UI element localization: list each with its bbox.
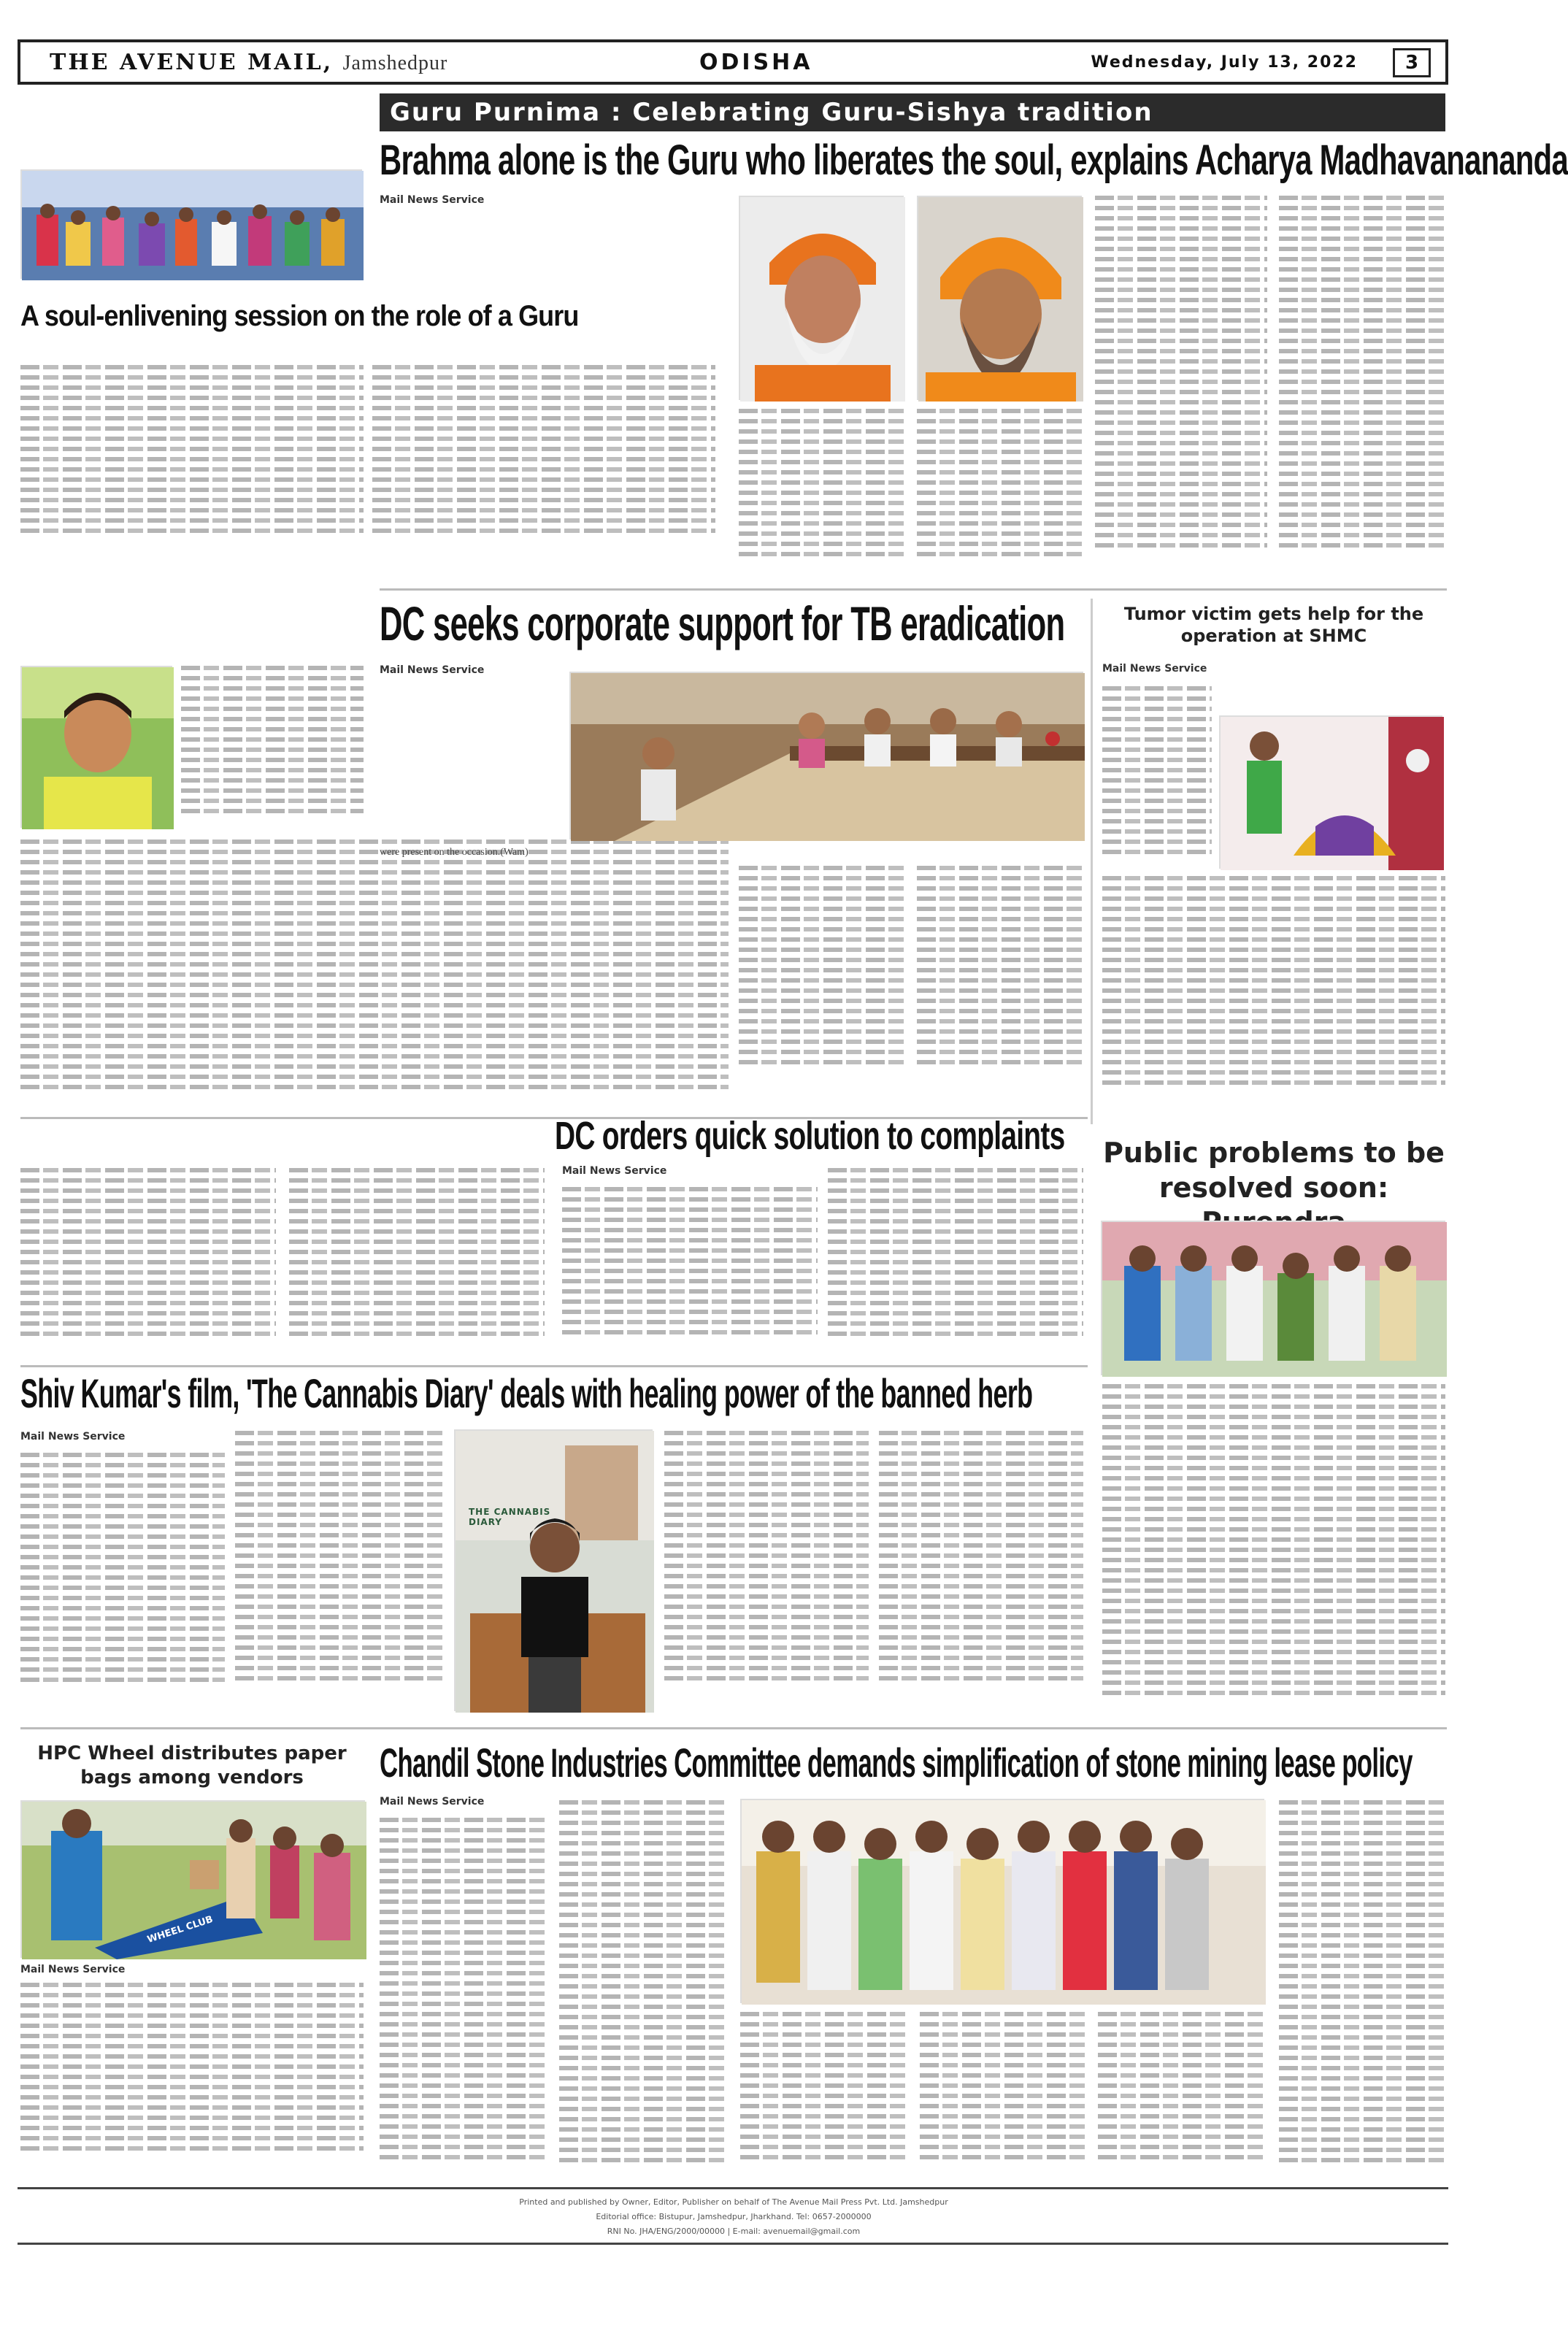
guru-subhead-block <box>20 301 729 359</box>
tb-meeting-photo <box>569 672 1083 840</box>
film-headline-block <box>20 1372 1094 1424</box>
stone-headline-block <box>380 1742 1447 1793</box>
guru-purnima-kicker: Guru Purnima : Celebrating Guru-Sishya tradition <box>380 93 1445 131</box>
tb-photo-caption: were present on the occasion.(Wam) <box>380 847 529 858</box>
guru-text-col-5 <box>917 409 1082 577</box>
guru-text-col-3 <box>181 666 364 834</box>
footer-rule <box>18 2187 1448 2189</box>
footer-line-1: Printed and published by Owner, Editor, Publisher on behalf of The Avenue Mail Press Pvt. Ltd. Jamshedpur <box>519 2197 948 2207</box>
public-meeting-photo <box>1101 1221 1445 1375</box>
tumor-headline: Tumor victim gets help for the operation at SHMC <box>1123 604 1424 646</box>
stone-text-col-6 <box>1279 1800 1447 2168</box>
tb-byline: Mail News Service <box>380 664 485 676</box>
guru-headline: Brahma alone is the Guru who liberates the soul, explains Acharya Madhavanananda <box>380 137 1568 184</box>
stone-byline: Mail News Service <box>380 1796 485 1808</box>
paper-bags-byline: Mail News Service <box>20 1964 126 1975</box>
public-headline: Public problems to be resolved soon: <box>1103 1137 1445 1204</box>
footer-line-3: RNI No. JHA/ENG/2000/00000 | E-mail: avenuemail@gmail.com <box>607 2227 861 2236</box>
paper-bags-headline: HPC Wheel distributes paper bags among vendors <box>37 1743 347 1789</box>
page-masthead <box>18 39 1448 85</box>
complaints-byline: Mail News Service <box>562 1165 667 1177</box>
complaints-headline-block <box>555 1115 1088 1167</box>
guru-text-col-6 <box>1095 196 1267 575</box>
section-rule-3 <box>20 1365 1088 1367</box>
public-headline-block <box>1102 1136 1445 1209</box>
film-director-photo <box>454 1429 653 1711</box>
stone-committee-photo <box>740 1799 1264 2003</box>
paper-bags-headline-block <box>20 1742 364 1800</box>
public-text <box>1102 1384 1445 1705</box>
guru-text-wide <box>20 840 729 1117</box>
guru-text-col-7 <box>1279 196 1447 575</box>
issue-date: Wednesday, July 13, 2022 <box>1091 53 1358 72</box>
tumor-byline: Mail News Service <box>1102 663 1207 675</box>
stone-headline: Chandil Stone Industries Committee demands simplification of stone mining lease policy <box>380 1740 1413 1786</box>
acharya-photo-right <box>917 196 1082 400</box>
paper-bags-banner-text: WHEEL CLUB <box>145 1913 215 1946</box>
tumor-text-col-1 <box>1102 686 1212 869</box>
complaints-headline: DC orders quick solution to complaints <box>555 1114 1065 1158</box>
section-rule <box>380 588 1447 591</box>
tumor-headline-block <box>1102 603 1445 658</box>
film-text-col-3 <box>664 1431 869 1701</box>
guru-byline: Mail News Service <box>380 194 485 206</box>
acharya-portrait-photo <box>20 666 172 828</box>
paper-name-text: THE AVENUE MAIL, <box>50 49 334 75</box>
complaints-text-col-4 <box>828 1168 1083 1358</box>
guru-text-col-2 <box>372 365 715 555</box>
guru-text-col-4 <box>739 409 904 577</box>
stone-text-col-2 <box>559 1800 727 2168</box>
tb-headline: DC seeks corporate support for TB eradication <box>380 596 1065 650</box>
complaints-text-col-2 <box>289 1168 545 1358</box>
guru-headline-block <box>380 137 1568 190</box>
paper-city: Jamshedpur <box>342 51 448 74</box>
section-rule-4 <box>20 1727 1447 1729</box>
guru-text-col-1 <box>20 365 364 555</box>
complaints-text-col-3 <box>562 1187 818 1358</box>
film-text-col-4 <box>879 1431 1083 1701</box>
tumor-victim-photo <box>1219 715 1442 869</box>
film-text-col-1 <box>20 1453 225 1701</box>
footer-line-2: Editorial office: Bistupur, Jamshedpur, Jharkhand. Tel: 0657-2000000 <box>596 2212 872 2221</box>
acharya-photo-left <box>739 196 904 400</box>
film-headline: Shiv Kumar's film, 'The Cannabis Diary' deals with healing power of the banned herb <box>20 1370 1033 1416</box>
tb-headline-block <box>380 596 1088 657</box>
footer-rule-bottom <box>18 2243 1448 2245</box>
guru-subhead: A soul-enlivening session on the role of a Guru <box>20 300 579 332</box>
film-poster-title: THE CANNABIS DIARY <box>469 1507 551 1527</box>
tb-text-col-2 <box>917 866 1082 1085</box>
film-text-col-2 <box>235 1431 447 1701</box>
guru-event-photo <box>20 169 362 279</box>
stone-text-col-4 <box>920 2012 1088 2168</box>
paper-name <box>50 50 447 75</box>
column-divider <box>1091 599 1093 1124</box>
paper-bags-text <box>20 1983 364 2165</box>
film-byline: Mail News Service <box>20 1431 126 1442</box>
complaints-text-col-1 <box>20 1168 276 1358</box>
stone-text-col-3 <box>740 2012 908 2168</box>
stone-text-col-5 <box>1098 2012 1266 2168</box>
stone-text-col-1 <box>380 1818 547 2168</box>
section-name: ODISHA <box>699 49 813 75</box>
paper-bags-photo <box>20 1800 365 1958</box>
tb-text-col-1 <box>739 866 904 1085</box>
tumor-text-wide <box>1102 876 1445 1110</box>
page-number: 3 <box>1393 48 1431 77</box>
